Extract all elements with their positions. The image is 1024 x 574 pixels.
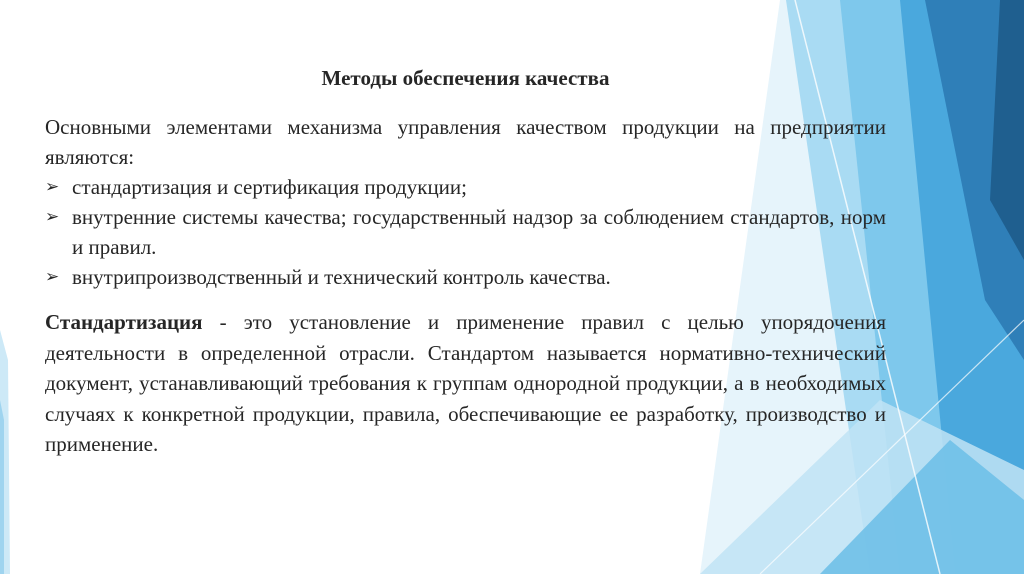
list-item <box>45 262 886 292</box>
bullet-list <box>45 172 886 292</box>
bullet-text: стандартизация и сертификация продукции; <box>72 175 467 199</box>
definition-paragraph <box>45 307 886 460</box>
left-accent-strip-2 <box>0 400 4 574</box>
slide-title: Методы обеспечения качества <box>321 66 610 90</box>
bullet-text: внутрипроизводственный и технический контроль качества. <box>72 265 611 289</box>
bullet-text: внутренние системы качества; государственный надзор за соблюдением стандартов, норм и правил. <box>72 205 886 259</box>
intro-paragraph: Основными элементами механизма управления качеством продукции на предприятии являются: <box>45 115 886 169</box>
arrow-bullet-icon: ➢ <box>45 207 60 226</box>
list-item <box>45 202 886 262</box>
definition-text: - это установление и применение правил с целью упорядочения деятельности в определенной отрасли. Стандартом называется нормативно-технический документ, устанавливающий требования к группам однородной продукции, а в необходимых случаях к конкретной продукции, правила, обеспечивающие ее разработку, производство и применение. <box>45 310 886 456</box>
list-item <box>45 172 886 202</box>
definition-term: Стандартизация <box>45 310 203 334</box>
arrow-bullet-icon: ➢ <box>45 177 60 196</box>
arrow-bullet-icon: ➢ <box>45 267 60 286</box>
